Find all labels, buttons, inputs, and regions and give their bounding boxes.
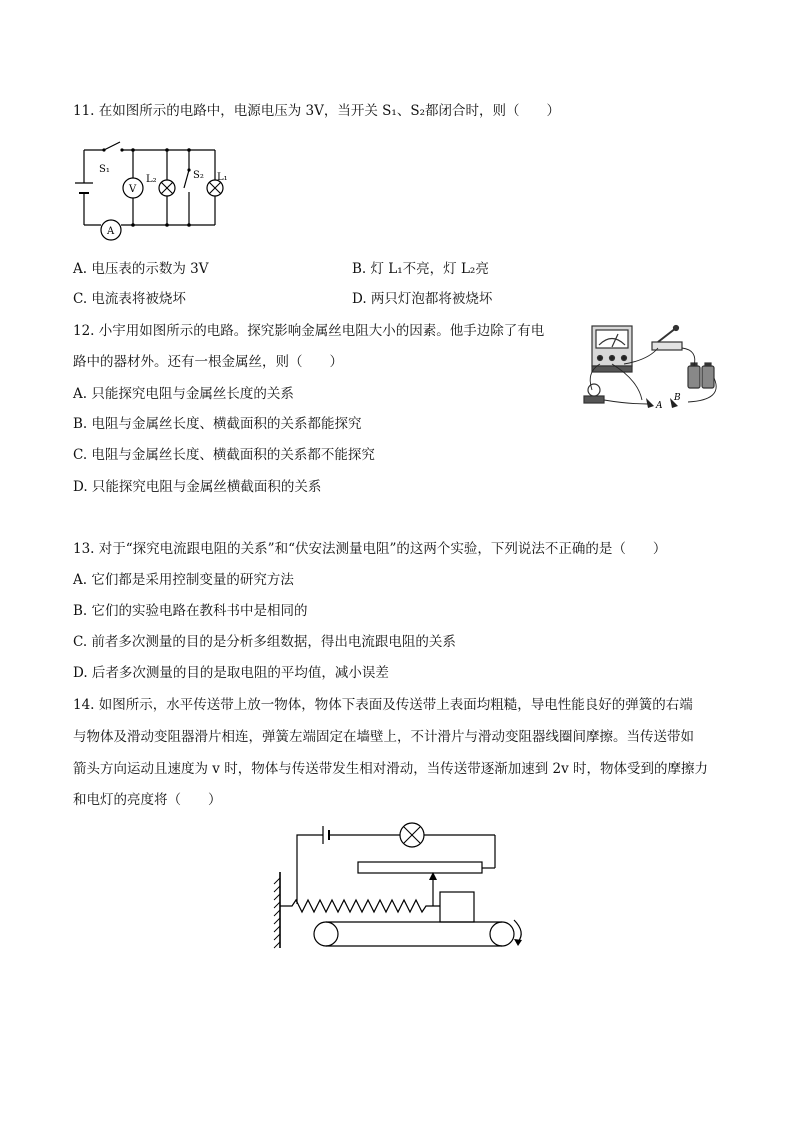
clip-a-label: A [656, 401, 663, 411]
q13-option-b: B. 它们的实验电路在教科书中是相同的 [73, 603, 308, 619]
q13-option-a: A. 它们都是采用控制变量的研究方法 [73, 572, 294, 588]
switch-s2 [184, 170, 189, 188]
q14-stem-line3: 箭头方向运动且速度为 v 时，物体与传送带发生相对滑动，当传送带逐渐加速到 2v 时，物体受到的摩擦力 [73, 761, 709, 777]
q14-stem-line4: 和电灯的亮度将（ ） [73, 792, 222, 808]
clip-b-label: B [674, 393, 681, 403]
label-v: V [129, 184, 137, 195]
q12-option-b: B. 电阻与金属丝长度、横截面积的关系都能探究 [73, 416, 362, 432]
label-a: A [107, 226, 115, 237]
q13-option-d: D. 后者多次测量的目的是取电阻的平均值，减小误差 [73, 665, 389, 681]
q14-stem-line1: 14. 如图所示，水平传送带上放一物体，物体下表面及传送带上表面均粗糙，导电性能良好的弹簧的右端 [73, 697, 693, 713]
q13-option-c: C. 前者多次测量的目的是分析多组数据，得出电流跟电阻的关系 [73, 634, 456, 650]
q12-option-d: D. 只能探究电阻与金属丝横截面积的关系 [73, 479, 322, 495]
q11-option-a: A. 电压表的示数为 3V [73, 261, 209, 277]
lamp-base [584, 396, 604, 403]
q13-stem: 13. 对于“探究电流跟电阻的关系”和“伏安法测量电阻”的这两个实验，下列说法不正确的是（ ） [73, 541, 667, 557]
q11-option-c: C. 电流表将被烧坏 [73, 291, 186, 307]
block [440, 892, 474, 922]
q12-apparatus-picture [578, 320, 728, 412]
q12-option-a: A. 只能探究电阻与金属丝长度的关系 [73, 386, 294, 402]
q11-option-b: B. 灯 L₁不亮，灯 L₂亮 [352, 261, 489, 277]
q12-stem-line1: 12. 小宇用如图所示的电路。探究影响金属丝电阻大小的因素。他手边除了有电 [73, 323, 545, 339]
q11-stem: 11. 在如图所示的电路中，电源电压为 3V，当开关 S₁、S₂都闭合时，则（ ） [73, 103, 561, 119]
pulley-right [490, 922, 514, 946]
pulley-left [314, 922, 338, 946]
label-s2: S₂ [193, 170, 204, 181]
lamp-bulb [588, 384, 600, 396]
q12-stem-line2: 路中的器材外。还有一根金属丝，则（ ） [73, 354, 343, 370]
label-l2: L₂ [146, 174, 157, 185]
q11-circuit-diagram [72, 140, 242, 245]
q11-option-d: D. 两只灯泡都将被烧坏 [352, 291, 493, 307]
rotation-arrow [514, 920, 521, 942]
q14-conveyor-diagram [270, 820, 530, 955]
q14-stem-line2: 与物体及滑动变阻器滑片相连，弹簧左端固定在墙壁上，不计滑片与滑动变阻器线圈间摩擦。当传送带如 [73, 729, 694, 745]
q12-option-c: C. 电阻与金属丝长度、横截面积的关系都不能探究 [73, 447, 375, 463]
spring [280, 900, 440, 912]
battery-1 [688, 366, 700, 388]
label-l1: L₁ [217, 172, 228, 183]
label-s1: S₁ [99, 164, 110, 175]
battery-2 [702, 366, 714, 388]
rheostat [358, 862, 482, 873]
knife-switch [652, 342, 682, 350]
switch-s1 [104, 142, 120, 150]
